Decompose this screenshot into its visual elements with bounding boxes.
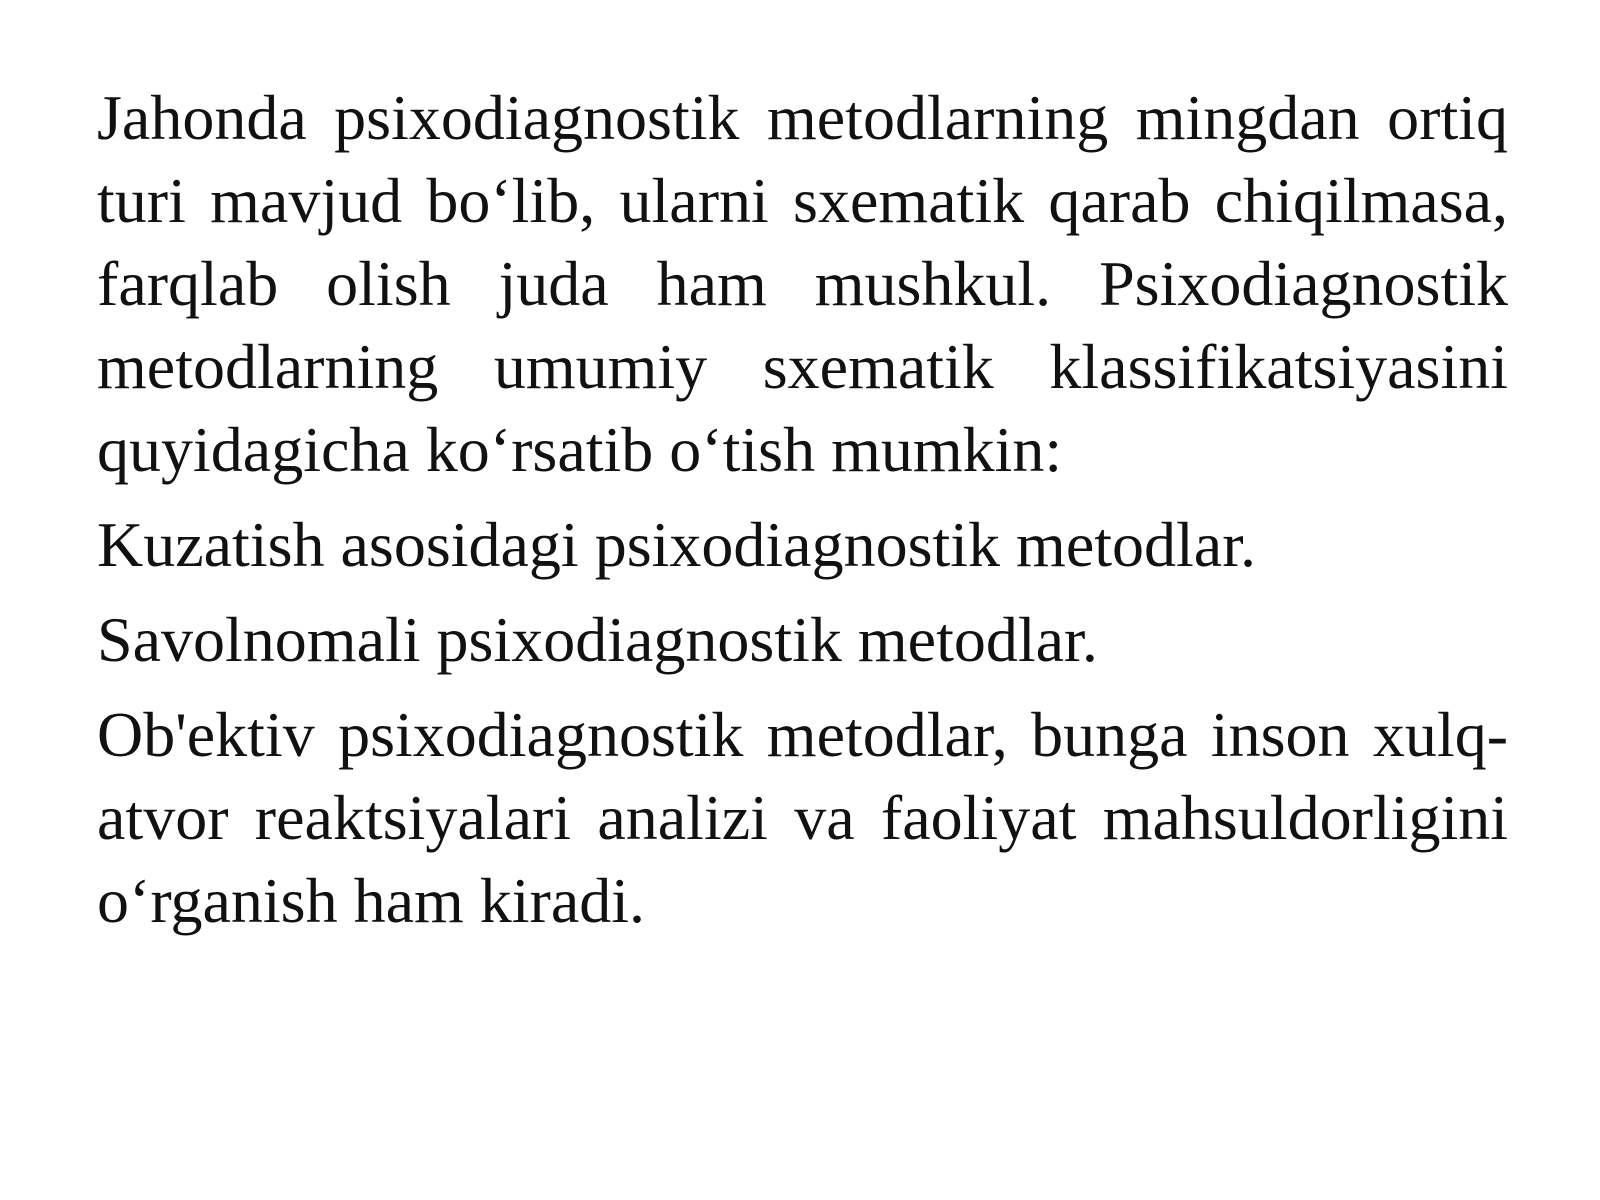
slide-body — [97, 76, 1508, 942]
list-item-objective-methods: Ob'ektiv psixodiagnostik metodlar, bunga inson xulq-atvor reaktsiyalari analizi va faoliyat mahsuldorligini o‘rganish ham kiradi. — [97, 699, 1508, 936]
list-item-questionnaire-methods: Savolnomali psixodiagnostik metodlar. — [97, 604, 1098, 675]
intro-paragraph: Jahonda psixodiagnostik metodlarning mingdan ortiq turi mavjud bo‘lib, ularni sxematik qarab chiqilmasa, farqlab olish juda ham mushkul. Psixodiagnostik metodlarning umumiy sxematik klassifikatsiyasini quyidagicha ko‘rsatib o‘tish mumkin: — [97, 82, 1508, 485]
list-item-observation-methods: Kuzatish asosidagi psixodiagnostik metodlar. — [97, 509, 1256, 580]
